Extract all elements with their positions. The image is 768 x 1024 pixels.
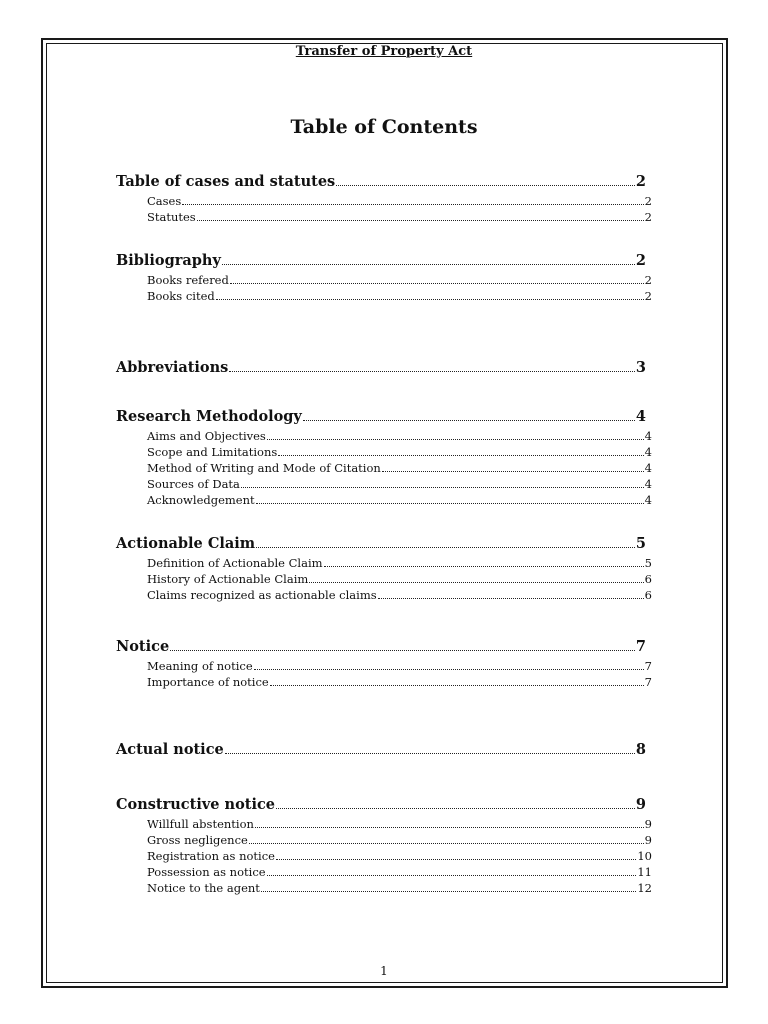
dot-leader [261,891,636,892]
page-title: Table of Contents [290,116,478,138]
toc-entry [116,741,652,762]
toc-subentry [116,477,652,493]
toc-entry [116,408,652,429]
toc-subentry-label: Possession as notice [147,865,266,879]
toc-entry [116,173,652,194]
toc-page-number: 10 [637,849,652,863]
toc-subentry [116,289,652,305]
toc-page-number: 3 [635,359,646,376]
dot-leader [276,859,636,860]
toc-subentry-label: Definition of Actionable Claim [147,556,323,570]
dot-leader [336,185,635,186]
toc-subentry-label: Statutes [147,210,196,224]
toc-page-number: 4 [635,408,646,425]
toc-subentry [116,461,652,477]
dot-leader [254,669,644,670]
dot-leader [225,753,635,754]
toc-subentry-label: Claims recognized as actionable claims [147,588,377,602]
toc-page-number: 5 [644,556,652,570]
toc-section [116,535,652,604]
toc-subentry [116,445,652,461]
toc-page-number: 4 [644,429,652,443]
dot-leader [182,204,643,205]
toc-entry-label: Table of cases and statutes [116,173,336,190]
toc-page-number: 6 [644,572,652,586]
toc-subentry-label: Books cited [147,289,215,303]
dot-leader [267,875,637,876]
toc-section [116,408,652,509]
toc-subentry-label: Method of Writing and Mode of Citation [147,461,381,475]
toc-subentry [116,210,652,226]
toc-section [116,252,652,305]
toc-page-number: 2 [644,210,652,224]
toc-entry [116,252,652,273]
toc-section [116,173,652,226]
dot-leader [197,220,644,221]
toc-page-number: 9 [644,817,652,831]
toc-section [116,638,652,691]
toc-subentry-label: Cases [147,194,182,208]
dot-leader [170,650,635,651]
toc-subentry [116,675,652,691]
toc-page-number: 7 [644,675,652,689]
toc-subentry [116,881,652,897]
toc-subentry [116,849,652,865]
toc-subentry [116,429,652,445]
document-header: Transfer of Property Act [295,44,473,59]
toc-page-number: 4 [644,493,652,507]
dot-leader [230,283,644,284]
toc-page-number: 5 [635,535,646,552]
toc-subentry-label: Meaning of notice [147,659,253,673]
dot-leader [324,566,644,567]
toc-page-number: 2 [644,273,652,287]
dot-leader [267,439,644,440]
toc-subentry [116,556,652,572]
dot-leader [255,827,644,828]
toc-entry-label: Constructive notice [116,796,276,813]
toc-subentry-label: Aims and Objectives [147,429,266,443]
toc-page-number: 4 [644,461,652,475]
toc-page-number: 2 [644,194,652,208]
toc-page-number: 9 [644,833,652,847]
toc-subentry-label: Acknowledgement [147,493,255,507]
toc-subentry [116,865,652,881]
toc-section [116,359,652,380]
dot-leader [278,455,643,456]
toc-page-number: 7 [635,638,646,655]
toc-page-number: 8 [635,741,646,758]
toc-page-number: 6 [644,588,652,602]
toc-entry-label: Notice [116,638,170,655]
toc-subentry [116,194,652,210]
toc-entry [116,535,652,556]
dot-leader [270,685,644,686]
dot-leader [276,808,635,809]
toc-subentry [116,659,652,675]
dot-leader [249,843,644,844]
toc-subentry [116,572,652,588]
dot-leader [378,598,644,599]
dot-leader [256,547,635,548]
toc-subentry [116,493,652,509]
dot-leader [382,471,644,472]
toc-page-number: 9 [635,796,646,813]
dot-leader [309,582,643,583]
toc-page-number: 2 [644,289,652,303]
toc-subentry-label: History of Actionable Claim [147,572,309,586]
dot-leader [216,299,644,300]
toc-section [116,741,652,762]
toc-page-number: 4 [644,477,652,491]
toc-subentry-label: Books refered [147,273,229,287]
toc-subentry-label: Willfull abstention [147,817,254,831]
toc-entry-label: Abbreviations [116,359,229,376]
toc-section [116,796,652,897]
toc-entry [116,359,652,380]
dot-leader [303,420,635,421]
page-number: 1 [380,964,388,978]
table-of-contents [116,173,652,897]
dot-leader [256,503,644,504]
toc-entry-label: Bibliography [116,252,221,269]
toc-subentry-label: Importance of notice [147,675,269,689]
toc-subentry-label: Registration as notice [147,849,275,863]
toc-page-number: 2 [635,173,646,190]
toc-subentry-label: Gross negligence [147,833,248,847]
toc-entry-label: Research Methodology [116,408,302,425]
toc-entry-label: Actionable Claim [116,535,256,552]
toc-entry-label: Actual notice [116,741,224,758]
toc-page-number: 7 [644,659,652,673]
toc-subentry-label: Sources of Data [147,477,240,491]
toc-page-number: 11 [637,865,652,879]
toc-page-number: 2 [635,252,646,269]
toc-subentry [116,273,652,289]
toc-subentry-label: Notice to the agent [147,881,260,895]
toc-subentry [116,588,652,604]
toc-page-number: 4 [644,445,652,459]
toc-subentry-label: Scope and Limitations [147,445,278,459]
dot-leader [222,264,635,265]
dot-leader [241,487,644,488]
toc-page-number: 12 [637,881,652,895]
toc-subentry [116,833,652,849]
toc-entry [116,638,652,659]
dot-leader [229,371,635,372]
toc-subentry [116,817,652,833]
toc-entry [116,796,652,817]
